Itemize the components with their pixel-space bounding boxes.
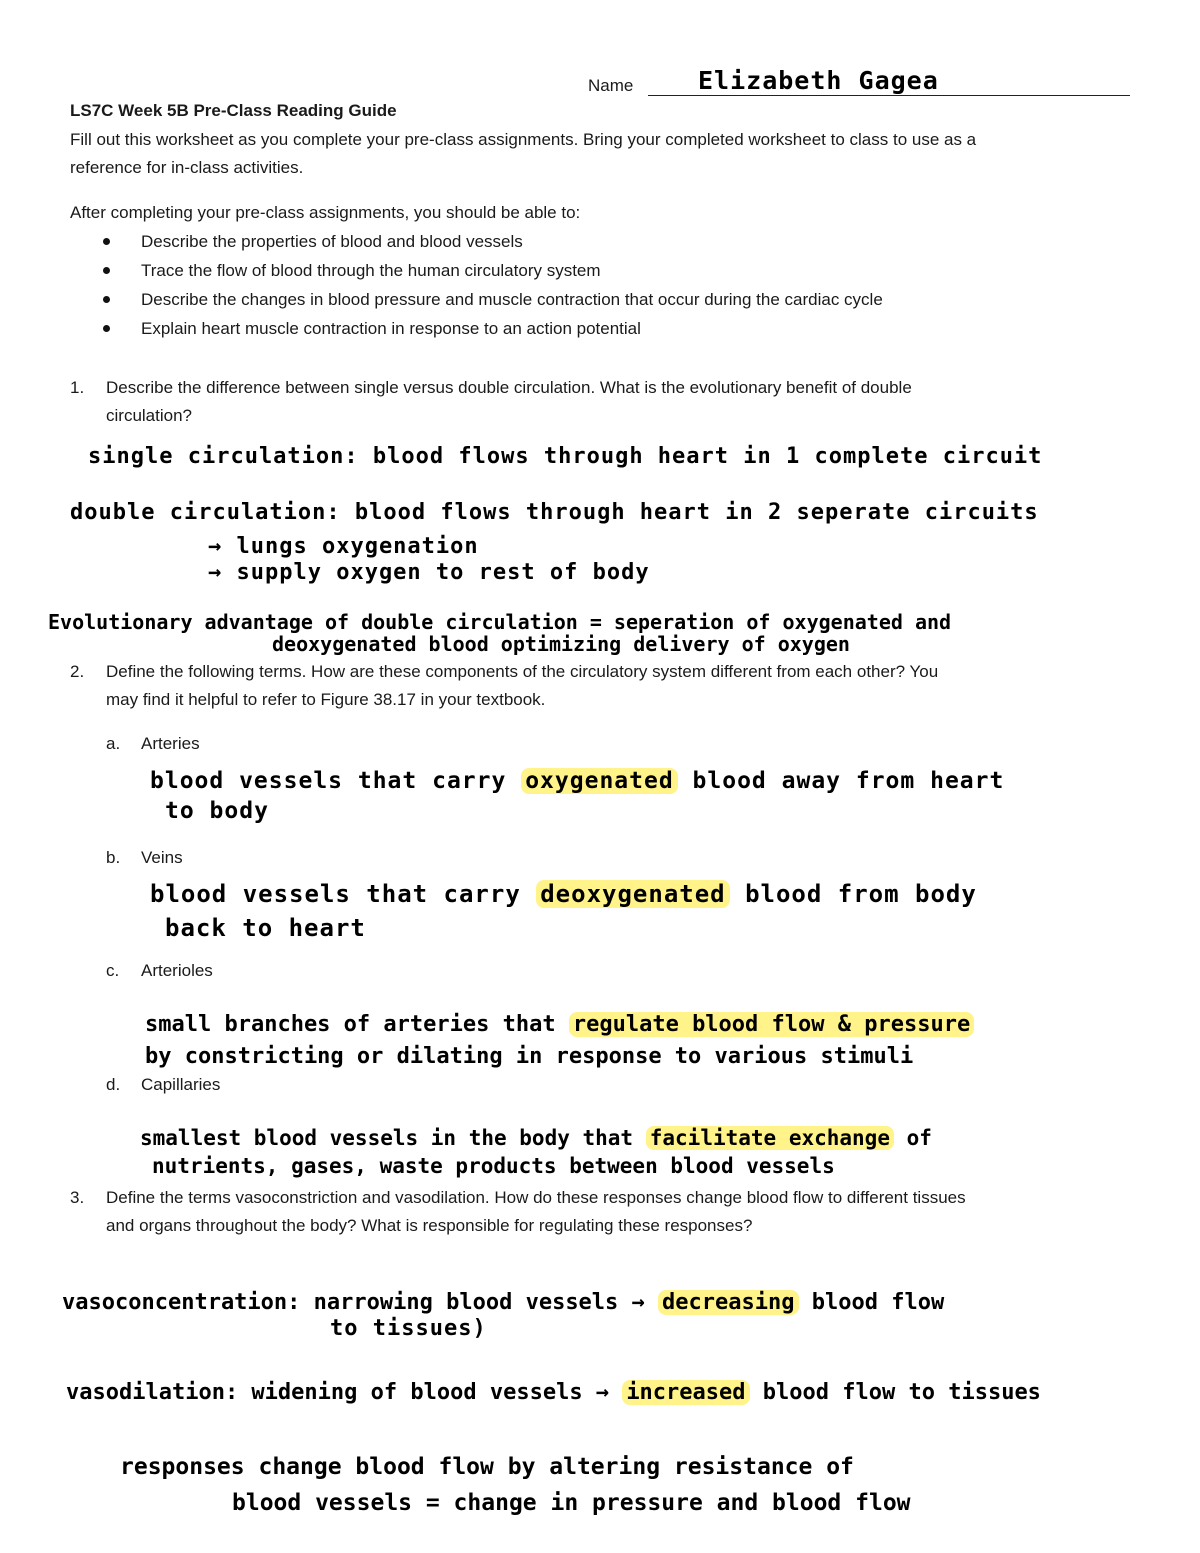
answer-text: blood vessels that carry [150,768,507,794]
q3-text-line-1: Define the terms vasoconstriction and vasodilation. How do these responses change blood flow to different tissues [106,1188,966,1207]
highlighted-text: facilitate exchange [646,1126,894,1150]
bullet-icon [103,238,110,245]
answer-text: of [906,1126,932,1150]
q2c-answer-line-2: by constricting or dilating in response to various stimuli [145,1044,914,1069]
q2a-answer-line-2: to body [165,798,269,824]
q2d-letter: d. [106,1075,121,1094]
page-title: LS7C Week 5B Pre-Class Reading Guide [70,101,397,120]
q1-text-line-1: Describe the difference between single versus double circulation. What is the evolutionary benefit of double [106,378,912,397]
q2b-answer-line-2: back to heart [165,914,366,942]
q2a-term: Arteries [141,734,200,753]
q2a-answer-line-1 [150,768,1004,794]
q1-answer-sub-1: → lungs oxygenation [208,534,479,559]
q1-answer-evo-2: deoxygenated blood optimizing delivery of oxygen [272,632,850,656]
answer-text: blood flow [811,1290,945,1315]
bullet-icon [103,325,110,332]
q3-answer-responses-2: blood vessels = change in pressure and blood flow [232,1490,911,1516]
student-name: Elizabeth Gagea [698,66,939,95]
q1-answer-single: single circulation: blood flows through heart in 1 complete circuit [88,444,1043,469]
name-underline [648,95,1130,96]
q1-answer-evo-1: Evolutionary advantage of double circulation = seperation of oxygenated and [48,610,952,634]
objective-item: Describe the changes in blood pressure and muscle contraction that occur during the cardiac cycle [141,290,883,309]
answer-text: vasodilation: widening of blood vessels → [66,1380,610,1405]
instructions-line-2: reference for in-class activities. [70,158,304,177]
q3-answer-vasodilation [66,1380,1041,1405]
highlighted-text: decreasing [658,1290,798,1315]
answer-text: blood away from heart [692,768,1005,794]
q2d-answer-line-2: nutrients, gases, waste products between blood vessels [152,1154,835,1178]
name-label: Name [588,76,634,95]
q2c-letter: c. [106,961,120,980]
objectives-intro: After completing your pre-class assignments, you should be able to: [70,203,581,222]
answer-text: smallest blood vessels in the body that [140,1126,634,1150]
q2-number: 2. [70,662,85,681]
q3-number: 3. [70,1188,85,1207]
q1-answer-double: double circulation: blood flows through heart in 2 seperate circuits [70,500,1039,525]
q3-text-line-2: and organs throughout the body? What is responsible for regulating these responses? [106,1216,753,1235]
q2d-answer-line-1 [140,1126,932,1150]
answer-text: vasoconcentration: narrowing blood vessels → [62,1290,645,1315]
q3-answer-vc-line-2: to tissues) [330,1316,487,1341]
q2b-letter: b. [106,848,121,867]
q2-text-line-2: may find it helpful to refer to Figure 38.17 in your textbook. [106,690,546,709]
q2a-letter: a. [106,734,121,753]
answer-text: blood from body [745,880,977,908]
highlighted-text: regulate blood flow & pressure [569,1012,974,1037]
q2c-answer-line-1 [145,1012,974,1037]
objective-item: Describe the properties of blood and blood vessels [141,232,523,251]
answer-text: small branches of arteries that [145,1012,556,1037]
bullet-icon [103,267,110,274]
highlighted-text: oxygenated [521,768,677,794]
q1-number: 1. [70,378,85,397]
q2b-answer-line-1 [150,880,977,908]
q2-text-line-1: Define the following terms. How are these components of the circulatory system different from each other? You [106,662,939,681]
answer-text: blood vessels that carry [150,880,521,908]
objective-item: Explain heart muscle contraction in response to an action potential [141,319,641,338]
highlighted-text: increased [622,1380,749,1405]
q1-answer-sub-2: → supply oxygen to rest of body [208,560,650,585]
q2c-term: Arterioles [141,961,213,980]
bullet-icon [103,296,110,303]
q3-answer-vasoconstriction [62,1290,944,1315]
q2d-term: Capillaries [141,1075,221,1094]
answer-text: blood flow to tissues [762,1380,1041,1405]
q1-text-line-2: circulation? [106,406,192,425]
objective-item: Trace the flow of blood through the human circulatory system [141,261,601,280]
highlighted-text: deoxygenated [536,880,729,908]
instructions-line-1: Fill out this worksheet as you complete your pre-class assignments. Bring your completed worksheet to class to use as a [70,130,977,149]
q2b-term: Veins [141,848,183,867]
q3-answer-responses-1: responses change blood flow by altering resistance of [120,1454,854,1480]
